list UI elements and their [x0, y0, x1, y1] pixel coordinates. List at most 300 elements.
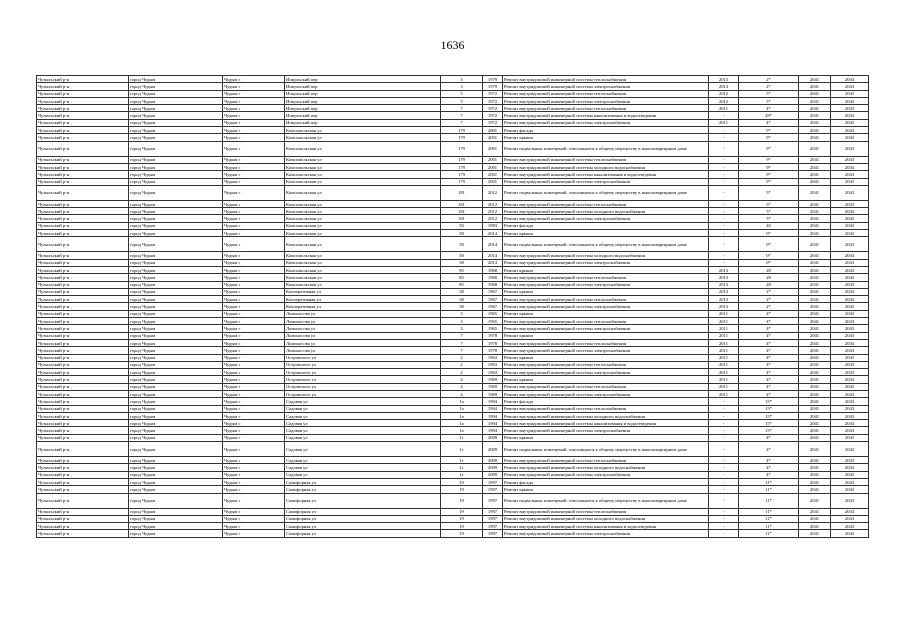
table-row [37, 420, 869, 427]
street-cell: Островского ул [285, 376, 441, 383]
street-cell: Самофорная ул [285, 508, 441, 515]
plan-to-cell: 2043 [831, 303, 869, 310]
street-cell: Комсомольская ул [285, 252, 441, 259]
plan-from-cell: 2041 [799, 156, 831, 163]
build-year-cell: 1994 [483, 420, 503, 427]
work-type-cell: Ремонт внутридомовой инженерной системы теплоснабжения [503, 318, 709, 325]
plan-to-cell: 2043 [831, 230, 869, 237]
last-repair-year-cell: - [709, 471, 739, 478]
plan-to-cell: 2043 [831, 141, 869, 156]
last-repair-year-cell: 2011 [709, 383, 739, 390]
build-year-cell: 1997 [483, 478, 503, 485]
locality-cell: Чудым г [223, 523, 285, 530]
district-cell: Чузыльский р-н [37, 274, 129, 281]
locality-cell: Чудым г [223, 318, 285, 325]
settlement-cell: город Чудым [129, 112, 223, 119]
district-cell: Чузыльский р-н [37, 288, 129, 295]
normative-period-cell: 28* [739, 112, 799, 119]
normative-period-cell: 28 [739, 274, 799, 281]
plan-to-cell: 2043 [831, 83, 869, 90]
plan-from-cell: 2041 [799, 412, 831, 419]
table-row [37, 471, 869, 478]
last-repair-year-cell: - [709, 252, 739, 259]
normative-period-cell: 4* [739, 119, 799, 126]
plan-from-cell: 2041 [799, 310, 831, 317]
house-number-cell: 50 [441, 222, 483, 229]
work-type-cell: Ремонт внутридомовой инженерной системы холодного водоснабжения [503, 464, 709, 471]
district-cell: Чузыльский р-н [37, 97, 129, 104]
normative-period-cell: 9* [739, 178, 799, 185]
work-type-cell: Ремонт внутридомовой инженерной системы теплоснабжения [503, 361, 709, 368]
house-number-cell: 19 [441, 530, 483, 537]
last-repair-year-cell: 2011 [709, 376, 739, 383]
table-row [37, 318, 869, 325]
normative-period-cell: 15* [739, 405, 799, 412]
table-row [37, 442, 869, 457]
table-row [37, 222, 869, 229]
street-cell: Садовая ул [285, 442, 441, 457]
locality-cell: Чудым г [223, 361, 285, 368]
house-number-cell: 1а [441, 420, 483, 427]
normative-period-cell: 4* [739, 457, 799, 464]
work-type-cell: Ремонт внутридомовой инженерной системы теплоснабжения [503, 508, 709, 515]
plan-from-cell: 2041 [799, 486, 831, 493]
settlement-cell: город Чудым [129, 141, 223, 156]
settlement-cell: город Чудым [129, 156, 223, 163]
last-repair-year-cell: - [709, 523, 739, 530]
district-cell: Чузыльский р-н [37, 222, 129, 229]
work-type-cell: Ремонт крыши [503, 332, 709, 339]
street-cell: Комсомольская ул [285, 163, 441, 170]
work-type-cell: Ремонт внутридомовой инженерной системы теплоснабжения [503, 200, 709, 207]
work-type-cell: Ремонт внутридомовой инженерной системы электроснабжения [503, 215, 709, 222]
plan-from-cell: 2041 [799, 471, 831, 478]
last-repair-year-cell: 2013 [709, 76, 739, 83]
plan-to-cell: 2043 [831, 281, 869, 288]
last-repair-year-cell: - [709, 478, 739, 485]
house-number-cell: 2 [441, 369, 483, 376]
district-cell: Чузыльский р-н [37, 530, 129, 537]
house-number-cell: 1г [441, 442, 483, 457]
street-cell: Садовая ул [285, 427, 441, 434]
plan-to-cell: 2043 [831, 493, 869, 508]
plan-to-cell: 2043 [831, 288, 869, 295]
district-cell: Чузыльский р-н [37, 230, 129, 237]
table-body [37, 76, 869, 538]
settlement-cell: город Чудым [129, 310, 223, 317]
table-row [37, 230, 869, 237]
district-cell: Чузыльский р-н [37, 434, 129, 441]
plan-to-cell: 2043 [831, 398, 869, 405]
last-repair-year-cell: 2013 [709, 296, 739, 303]
normative-period-cell: 11* [739, 493, 799, 508]
settlement-cell: город Чудым [129, 347, 223, 354]
plan-to-cell: 2043 [831, 339, 869, 346]
locality-cell: Чудым г [223, 471, 285, 478]
plan-from-cell: 2041 [799, 83, 831, 90]
table-row [37, 163, 869, 170]
district-cell: Чузыльский р-н [37, 390, 129, 397]
plan-to-cell: 2043 [831, 76, 869, 83]
last-repair-year-cell: - [709, 215, 739, 222]
locality-cell: Чудым г [223, 442, 285, 457]
table-row [37, 200, 869, 207]
table-row [37, 398, 869, 405]
normative-period-cell: 5* [739, 215, 799, 222]
locality-cell: Чудым г [223, 266, 285, 273]
settlement-cell: город Чудым [129, 281, 223, 288]
locality-cell: Чудым г [223, 97, 285, 104]
last-repair-year-cell: 2012 [709, 90, 739, 97]
settlement-cell: город Чудым [129, 508, 223, 515]
build-year-cell: 1997 [483, 508, 503, 515]
plan-from-cell: 2041 [799, 222, 831, 229]
plan-to-cell: 2043 [831, 471, 869, 478]
house-number-cell: 1г [441, 434, 483, 441]
plan-to-cell: 2043 [831, 486, 869, 493]
table-row [37, 83, 869, 90]
street-cell: Ипкульский пер [285, 76, 441, 83]
plan-to-cell: 2043 [831, 259, 869, 266]
work-type-cell: Ремонт крыши [503, 354, 709, 361]
normative-period-cell: 9* [739, 163, 799, 170]
work-type-cell: Ремонт крыши [503, 376, 709, 383]
work-type-cell: Ремонт внутридомовой инженерной системы канализования и водоотведения [503, 523, 709, 530]
locality-cell: Чудым г [223, 427, 285, 434]
table-row [37, 134, 869, 141]
plan-to-cell: 2043 [831, 266, 869, 273]
table-row [37, 457, 869, 464]
locality-cell: Чудым г [223, 405, 285, 412]
normative-period-cell: 4* [739, 471, 799, 478]
house-number-cell: 19 [441, 508, 483, 515]
settlement-cell: город Чудым [129, 339, 223, 346]
plan-to-cell: 2043 [831, 134, 869, 141]
settlement-cell: город Чудым [129, 230, 223, 237]
table-row [37, 90, 869, 97]
work-type-cell: Ремонт внутридомовой инженерной системы холодного водоснабжения [503, 208, 709, 215]
table-row [37, 119, 869, 126]
table-row [37, 427, 869, 434]
plan-from-cell: 2041 [799, 457, 831, 464]
work-type-cell: Ремонт крыши [503, 486, 709, 493]
table-row [37, 112, 869, 119]
normative-period-cell: 4* [739, 442, 799, 457]
build-year-cell: 1968 [483, 274, 503, 281]
street-cell: Комсомольская ул [285, 281, 441, 288]
locality-cell: Чудым г [223, 185, 285, 200]
work-type-cell: Ремонт внутридомовой инженерной системы электроснабжения [503, 83, 709, 90]
build-year-cell: 2009 [483, 434, 503, 441]
house-number-cell: 7 [441, 332, 483, 339]
normative-period-cell: 2* [739, 288, 799, 295]
last-repair-year-cell: - [709, 200, 739, 207]
house-number-cell: 38 [441, 303, 483, 310]
house-number-cell: 179 [441, 171, 483, 178]
normative-period-cell: 11* [739, 486, 799, 493]
build-year-cell: 1972 [483, 112, 503, 119]
normative-period-cell: 15* [739, 420, 799, 427]
house-number-cell: 179 [441, 134, 483, 141]
normative-period-cell: 5* [739, 90, 799, 97]
work-type-cell: Ремонт подвальных помещений, относящихся к общему имуществу в многоквартирном доме [503, 185, 709, 200]
last-repair-year-cell: 2011 [709, 369, 739, 376]
house-number-cell: 58 [441, 252, 483, 259]
plan-to-cell: 2043 [831, 464, 869, 471]
last-repair-year-cell: 2012 [709, 97, 739, 104]
settlement-cell: город Чудым [129, 398, 223, 405]
district-cell: Чузыльский р-н [37, 332, 129, 339]
plan-to-cell: 2043 [831, 515, 869, 522]
plan-to-cell: 2043 [831, 252, 869, 259]
locality-cell: Чудым г [223, 457, 285, 464]
settlement-cell: город Чудым [129, 259, 223, 266]
house-number-cell: 3 [441, 76, 483, 83]
normative-period-cell: 0* [739, 230, 799, 237]
normative-period-cell: 5* [739, 97, 799, 104]
build-year-cell: 1969 [483, 376, 503, 383]
settlement-cell: город Чудым [129, 274, 223, 281]
street-cell: Островского ул [285, 354, 441, 361]
settlement-cell: город Чудым [129, 369, 223, 376]
locality-cell: Чудым г [223, 486, 285, 493]
plan-from-cell: 2041 [799, 369, 831, 376]
build-year-cell: 2014 [483, 237, 503, 252]
plan-to-cell: 2043 [831, 332, 869, 339]
district-cell: Чузыльский р-н [37, 493, 129, 508]
district-cell: Чузыльский р-н [37, 185, 129, 200]
last-repair-year-cell: 2013 [709, 281, 739, 288]
house-number-cell: 7 [441, 119, 483, 126]
settlement-cell: город Чудым [129, 200, 223, 207]
settlement-cell: город Чудым [129, 127, 223, 134]
district-cell: Чузыльский р-н [37, 523, 129, 530]
plan-to-cell: 2043 [831, 105, 869, 112]
plan-from-cell: 2041 [799, 354, 831, 361]
plan-from-cell: 2041 [799, 376, 831, 383]
last-repair-year-cell: - [709, 112, 739, 119]
plan-from-cell: 2041 [799, 237, 831, 252]
settlement-cell: город Чудым [129, 412, 223, 419]
settlement-cell: город Чудым [129, 76, 223, 83]
normative-period-cell: 2* [739, 303, 799, 310]
build-year-cell: 1997 [483, 515, 503, 522]
street-cell: Ломоносова ул [285, 347, 441, 354]
locality-cell: Чудым г [223, 171, 285, 178]
plan-to-cell: 2043 [831, 420, 869, 427]
plan-from-cell: 2041 [799, 281, 831, 288]
table-row [37, 478, 869, 485]
work-type-cell: Ремонт внутридомовой инженерной системы электроснабжения [503, 97, 709, 104]
house-number-cell: 3 [441, 325, 483, 332]
build-year-cell: 2001 [483, 141, 503, 156]
locality-cell: Чудым г [223, 178, 285, 185]
build-year-cell: 1967 [483, 288, 503, 295]
locality-cell: Чудым г [223, 310, 285, 317]
settlement-cell: город Чудым [129, 105, 223, 112]
house-number-cell: 1г [441, 457, 483, 464]
build-year-cell: 1978 [483, 332, 503, 339]
plan-to-cell: 2043 [831, 208, 869, 215]
plan-from-cell: 2041 [799, 105, 831, 112]
settlement-cell: город Чудым [129, 376, 223, 383]
plan-from-cell: 2041 [799, 215, 831, 222]
last-repair-year-cell: - [709, 427, 739, 434]
house-number-cell: 7 [441, 105, 483, 112]
normative-period-cell: 9* [739, 156, 799, 163]
last-repair-year-cell: 2011 [709, 119, 739, 126]
normative-period-cell: 4* [739, 369, 799, 376]
build-year-cell: 2009 [483, 442, 503, 457]
locality-cell: Чудым г [223, 339, 285, 346]
house-number-cell: 4 [441, 376, 483, 383]
table-row [37, 464, 869, 471]
plan-to-cell: 2043 [831, 178, 869, 185]
house-number-cell: 19 [441, 523, 483, 530]
district-cell: Чузыльский р-н [37, 76, 129, 83]
plan-from-cell: 2041 [799, 390, 831, 397]
plan-from-cell: 2041 [799, 274, 831, 281]
table-row [37, 486, 869, 493]
table-row [37, 405, 869, 412]
table-row [37, 310, 869, 317]
work-type-cell: Ремонт фасада [503, 478, 709, 485]
plan-to-cell: 2043 [831, 90, 869, 97]
district-cell: Чузыльский р-н [37, 156, 129, 163]
last-repair-year-cell: 2013 [709, 303, 739, 310]
work-type-cell: Ремонт крыши [503, 310, 709, 317]
street-cell: Комсомольская ул [285, 200, 441, 207]
plan-to-cell: 2043 [831, 347, 869, 354]
build-year-cell: 2001 [483, 127, 503, 134]
house-number-cell: 1а [441, 398, 483, 405]
plan-from-cell: 2041 [799, 97, 831, 104]
house-number-cell: 179 [441, 141, 483, 156]
plan-from-cell: 2041 [799, 90, 831, 97]
build-year-cell: 1972 [483, 105, 503, 112]
table-row [37, 266, 869, 273]
settlement-cell: город Чудым [129, 390, 223, 397]
plan-from-cell: 2041 [799, 339, 831, 346]
district-cell: Чузыльский р-н [37, 478, 129, 485]
settlement-cell: город Чудым [129, 354, 223, 361]
last-repair-year-cell: 2011 [709, 325, 739, 332]
district-cell: Чузыльский р-н [37, 405, 129, 412]
last-repair-year-cell: - [709, 515, 739, 522]
table-row [37, 354, 869, 361]
last-repair-year-cell: - [709, 508, 739, 515]
street-cell: Комсомольская ул [285, 141, 441, 156]
plan-from-cell: 2041 [799, 523, 831, 530]
normative-period-cell: 4* [739, 354, 799, 361]
build-year-cell: 1963 [483, 354, 503, 361]
table-row [37, 390, 869, 397]
settlement-cell: город Чудым [129, 515, 223, 522]
district-cell: Чузыльский р-н [37, 427, 129, 434]
build-year-cell: 1965 [483, 325, 503, 332]
settlement-cell: город Чудым [129, 97, 223, 104]
plan-to-cell: 2043 [831, 185, 869, 200]
work-type-cell: Ремонт внутридомовой инженерной системы теплоснабжения [503, 457, 709, 464]
street-cell: Комсомольская ул [285, 156, 441, 163]
build-year-cell: 2001 [483, 171, 503, 178]
last-repair-year-cell: 2013 [709, 83, 739, 90]
normative-period-cell: 4* [739, 464, 799, 471]
house-number-cell: 1г [441, 464, 483, 471]
district-cell: Чузыльский р-н [37, 119, 129, 126]
last-repair-year-cell: - [709, 259, 739, 266]
table-row [37, 530, 869, 537]
locality-cell: Чудым г [223, 325, 285, 332]
last-repair-year-cell: - [709, 486, 739, 493]
last-repair-year-cell: - [709, 493, 739, 508]
house-number-cell: 4 [441, 390, 483, 397]
district-cell: Чузыльский р-н [37, 281, 129, 288]
build-year-cell: 1997 [483, 523, 503, 530]
table-row [37, 281, 869, 288]
work-type-cell: Ремонт внутридомовой инженерной системы теплоснабжения [503, 274, 709, 281]
normative-period-cell: 2* [739, 83, 799, 90]
plan-from-cell: 2041 [799, 427, 831, 434]
plan-to-cell: 2043 [831, 478, 869, 485]
district-cell: Чузыльский р-н [37, 369, 129, 376]
normative-period-cell: 15* [739, 427, 799, 434]
house-number-cell: 19 [441, 478, 483, 485]
locality-cell: Чудым г [223, 478, 285, 485]
build-year-cell: 1997 [483, 493, 503, 508]
work-type-cell: Ремонт внутридомовой инженерной системы теплоснабжения [503, 339, 709, 346]
street-cell: Комсомольская ул [285, 222, 441, 229]
district-cell: Чузыльский р-н [37, 398, 129, 405]
table-row [37, 178, 869, 185]
house-number-cell: 179 [441, 163, 483, 170]
locality-cell: Чудым г [223, 105, 285, 112]
settlement-cell: город Чудым [129, 442, 223, 457]
district-cell: Чузыльский р-н [37, 237, 129, 252]
work-type-cell: Ремонт крыши [503, 230, 709, 237]
work-type-cell: Ремонт внутридомовой инженерной системы канализования и водоотведения [503, 171, 709, 178]
settlement-cell: город Чудым [129, 178, 223, 185]
plan-from-cell: 2041 [799, 420, 831, 427]
house-number-cell: 181 [441, 215, 483, 222]
plan-to-cell: 2043 [831, 523, 869, 530]
district-cell: Чузыльский р-н [37, 208, 129, 215]
table-row [37, 76, 869, 83]
house-number-cell: 5 [441, 90, 483, 97]
last-repair-year-cell: - [709, 434, 739, 441]
street-cell: Садовая ул [285, 464, 441, 471]
normative-period-cell: 2* [739, 296, 799, 303]
table-row [37, 303, 869, 310]
table-row [37, 127, 869, 134]
last-repair-year-cell: 2013 [709, 266, 739, 273]
work-type-cell: Ремонт внутридомовой инженерной системы холодного водоснабжения [503, 252, 709, 259]
plan-to-cell: 2043 [831, 376, 869, 383]
build-year-cell: 1972 [483, 97, 503, 104]
locality-cell: Чудым г [223, 434, 285, 441]
build-year-cell: 2014 [483, 230, 503, 237]
plan-from-cell: 2041 [799, 383, 831, 390]
last-repair-year-cell: 2011 [709, 105, 739, 112]
district-cell: Чузыльский р-н [37, 471, 129, 478]
last-repair-year-cell: - [709, 530, 739, 537]
work-type-cell: Ремонт внутридомовой инженерной системы электроснабжения [503, 347, 709, 354]
street-cell: Ипкульский пер [285, 97, 441, 104]
build-year-cell: 1968 [483, 266, 503, 273]
normative-period-cell: 11* [739, 515, 799, 522]
work-type-cell: Ремонт внутридомовой инженерной системы теплоснабжения [503, 105, 709, 112]
work-type-cell: Ремонт внутридомовой инженерной системы теплоснабжения [503, 76, 709, 83]
